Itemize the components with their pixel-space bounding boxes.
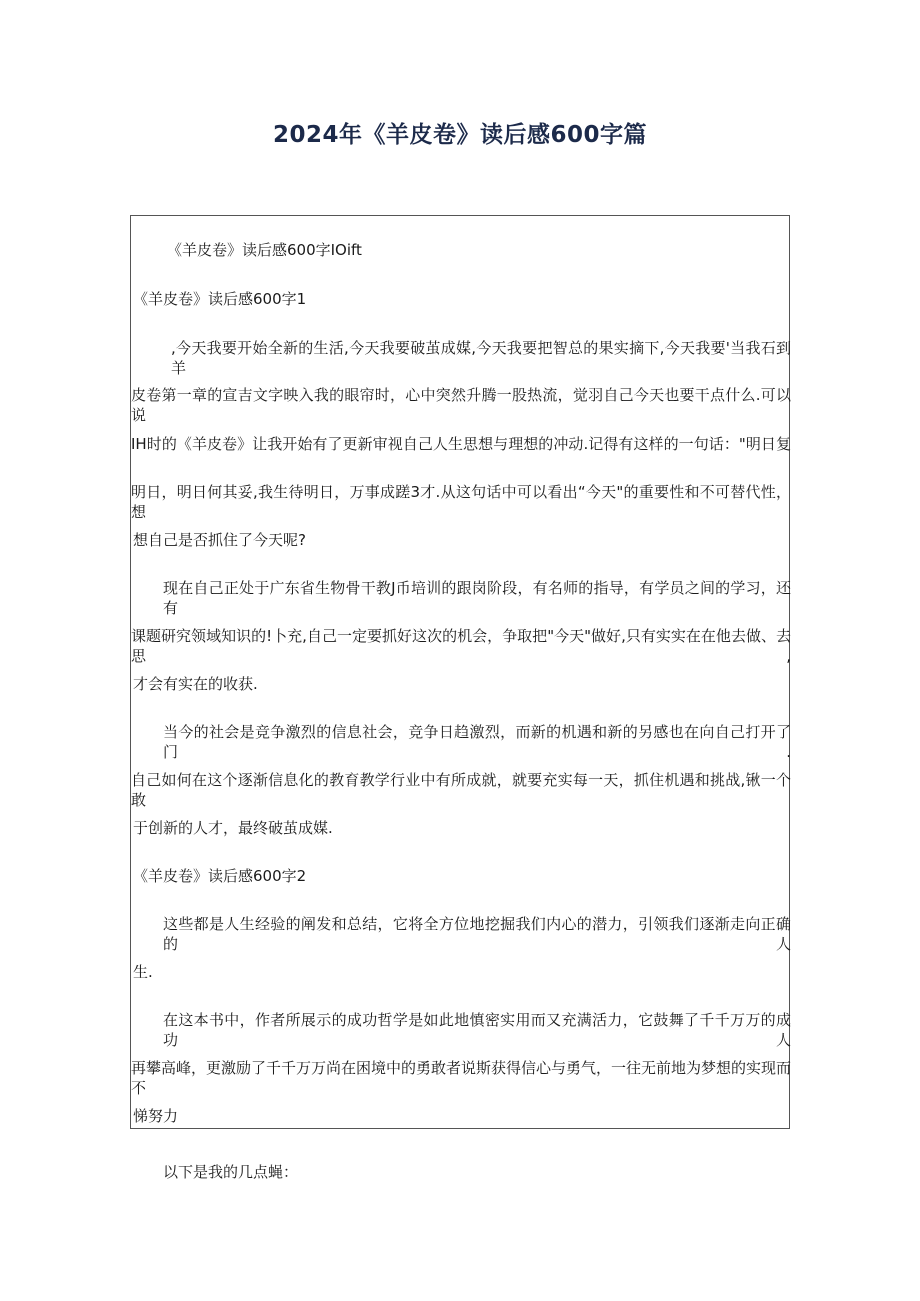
paragraph-1-line-2: 皮卷第一章的宣吉文字映入我的眼帘时，心中突然升腾一股热流，觉羽自己今天也要干点什么.可以说 — [131, 386, 791, 424]
paragraph-5-line-3: 悌努力 — [133, 1107, 179, 1125]
paragraph-1-line-4: 明日，明日何其妥,我生待明日，万事成蹉3才.从这句话中可以看出“今天"的重要性和不可替代性，想 — [131, 483, 791, 521]
paragraph-2-line-3: 才会有实在的收获. — [133, 675, 258, 693]
box-line-1: 《羊皮卷》读后感600字IOift — [167, 241, 362, 259]
paragraph-1-line-1: ,今天我要开始全新的生活,今天我要破茧成媒,今天我要把智总的果实摘下,今天我要'当我石到羊 — [171, 339, 791, 377]
paragraph-4-line-2: 生. — [133, 963, 153, 981]
footer-text: 以下是我的几点蝇： — [163, 1163, 299, 1181]
paragraph-2-line-2: 课题研究领域知识的!卜充,自己一定要抓好这次的机会，争取把"今天"做好,只有实实在在他去做、去思, — [131, 627, 791, 665]
section-heading-1: 《羊皮卷》读后感600字1 — [133, 290, 307, 308]
content-box — [130, 215, 790, 1129]
paragraph-3-line-3: 于创新的人才，最终破茧成媒. — [133, 819, 333, 837]
paragraph-5-line-1: 在这本书中，作者所展示的成功哲学是如此地慎密实用而又充满活力，它鼓舞了千千万万的成功人 — [163, 1011, 791, 1049]
paragraph-2-line-1: 现在自己正处于广东省生物骨干教J币培训的跟岗阶段，有名师的指导，有学员之间的学习，还有 — [163, 579, 791, 617]
section-heading-2: 《羊皮卷》读后感600字2 — [133, 867, 307, 885]
paragraph-3-line-2: 自己如何在这个逐渐信息化的教育教学行业中有所成就，就要充实每一天，抓住机遇和挑战,锹一个敢 — [131, 771, 791, 809]
paragraph-1-line-5: 想自己是否抓住了今天呢? — [133, 531, 306, 549]
document-title: 2024年《羊皮卷》读后感600字篇 — [272, 122, 648, 148]
paragraph-3-line-1: 当今的社会是竞争激烈的信息社会，竞争日趋激烈，而新的机遇和新的另感也在向自己打开了门. — [163, 723, 791, 761]
paragraph-1-line-3: IH时的《羊皮卷》让我开始有了更新审视自己人生思想与理想的冲动.记得有这样的一句话："明日复 — [131, 435, 791, 453]
paragraph-4-line-1: 这些都是人生经验的阐发和总结，它将全方位地挖掘我们内心的潜力，引领我们逐渐走向正确的人 — [163, 915, 791, 953]
paragraph-5-line-2: 再攀高峰，更激励了千千万万尚在困境中的勇敢者说斯获得信心与勇气，一往无前地为梦想的实现而不 — [131, 1059, 792, 1097]
